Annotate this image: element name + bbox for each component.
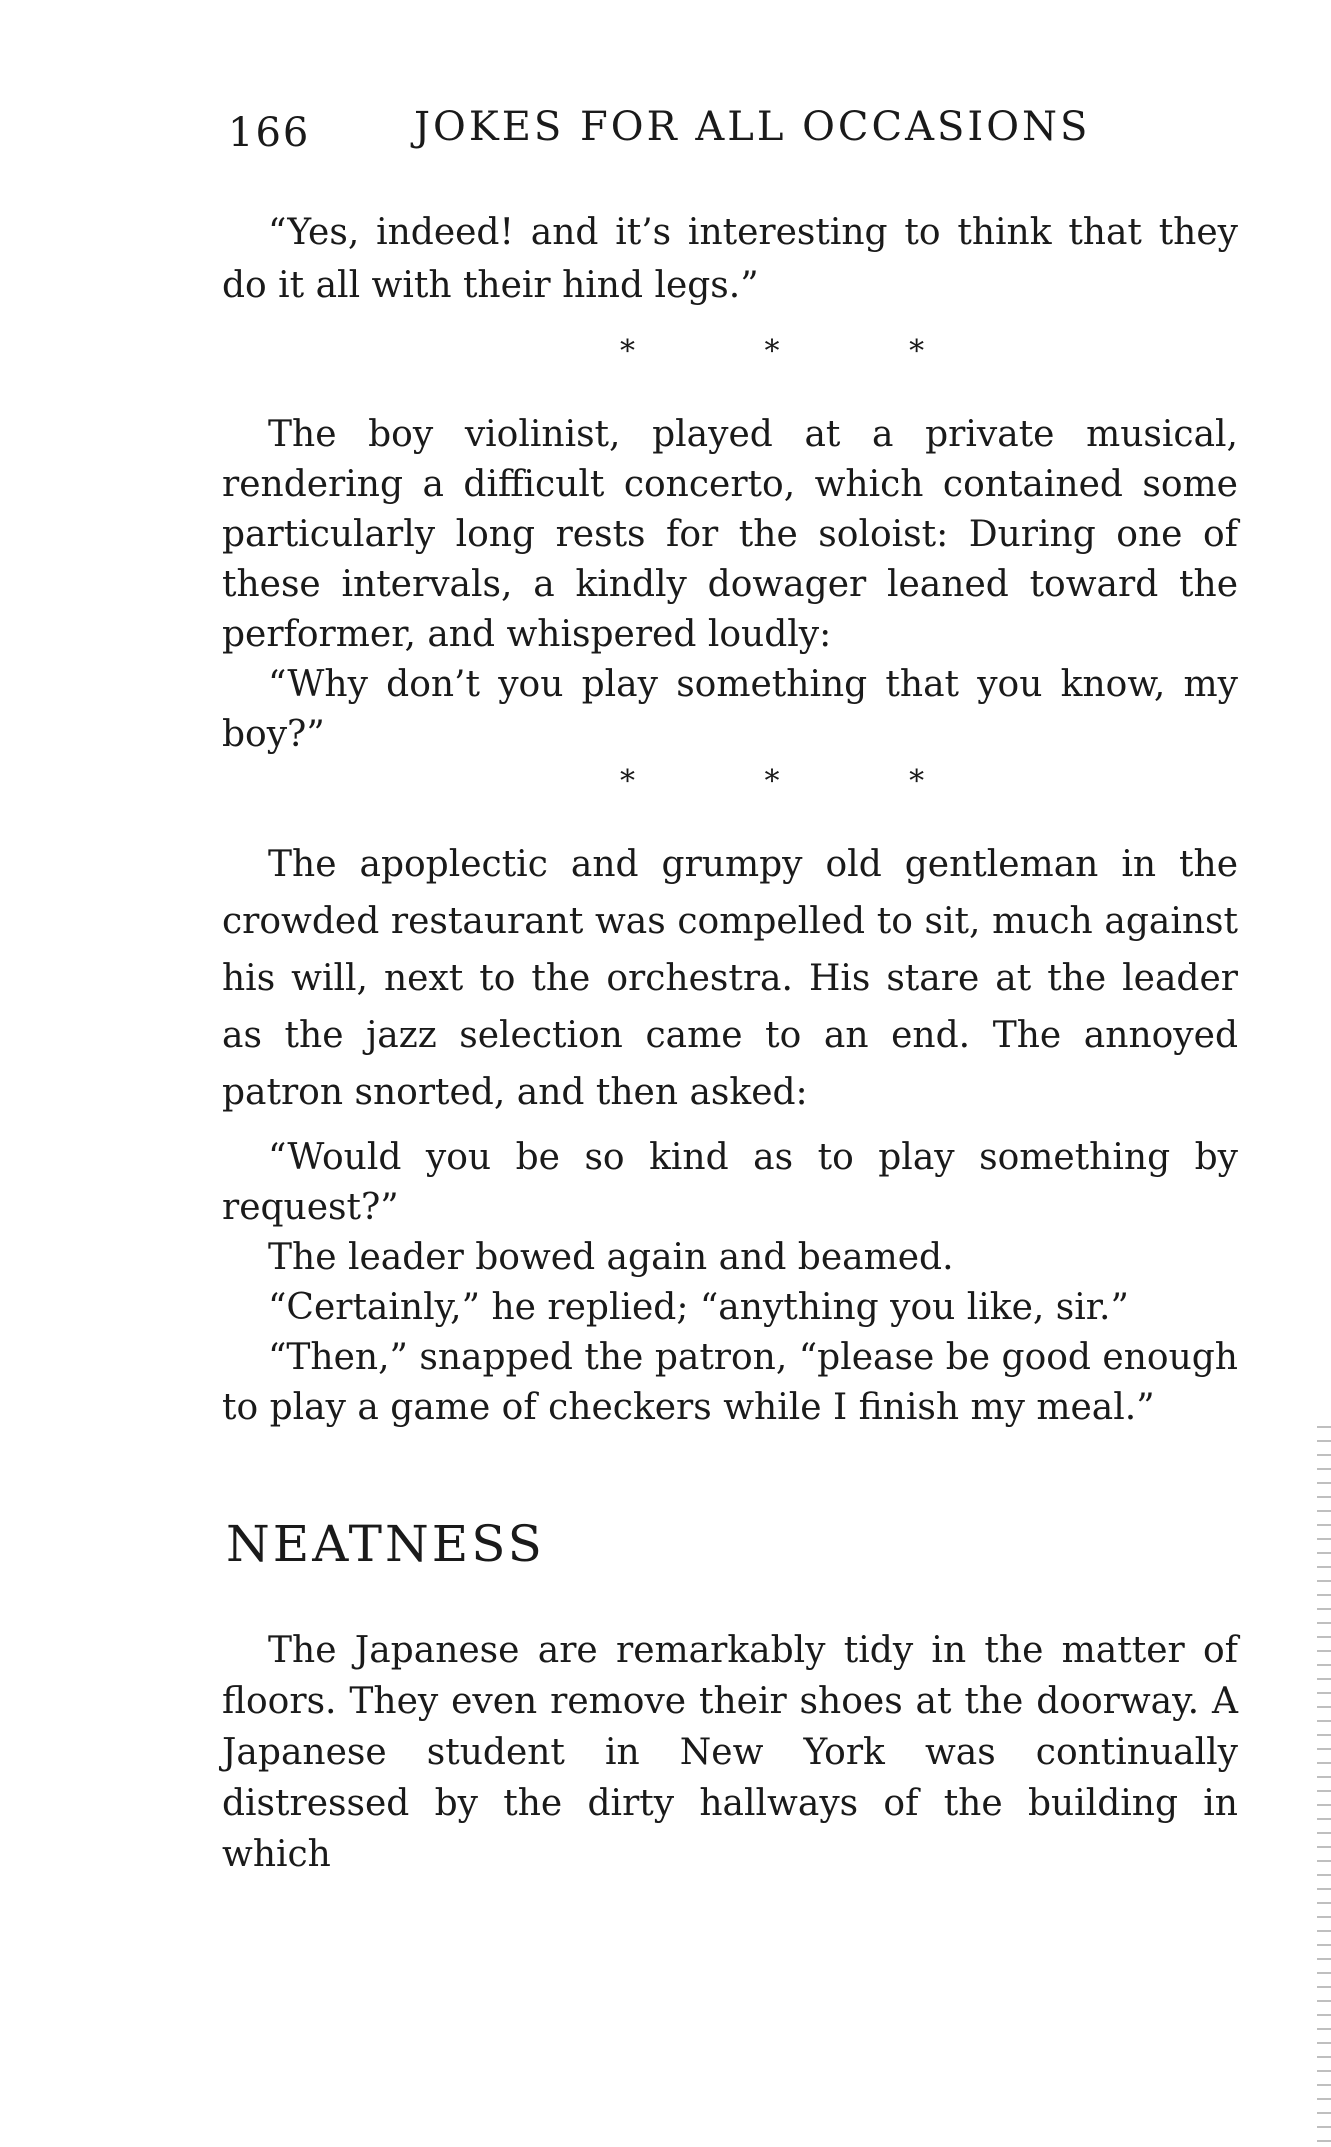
paragraph: The boy violinist, played at a private musical, rendering a difficult concerto, which contained some particularly long rests for the soloist: During one of these intervals, a kindly dowager leaned toward the performer, and whispered loudly: bbox=[222, 414, 1238, 655]
section-separator: * * * bbox=[620, 764, 985, 799]
paragraph: “Why don’t you play something that you know, my boy?” bbox=[222, 664, 1238, 755]
paragraph: The Japanese are remarkably tidy in the matter of floors. They even remove their shoes at the doorway. A Japanese student in New York was continually distressed by the dirty hallways of the building in which bbox=[222, 1630, 1238, 1875]
paragraph: “Would you be so kind as to play something by request?” bbox=[222, 1137, 1238, 1228]
paragraph: “Yes, indeed! and it’s interesting to think that they do it all with their hind legs.” bbox=[222, 212, 1238, 306]
paragraph: The apoplectic and grumpy old gentleman in the crowded restaurant was compelled to sit, much against his will, next to the orchestra. His stare at the leader as the jazz selection came to an end. The annoyed patron snorted, and then asked: bbox=[222, 844, 1238, 1113]
joke-boy-violinist bbox=[222, 410, 1238, 760]
joke-ending-paragraph bbox=[222, 206, 1238, 312]
paragraph: The leader bowed again and beamed. bbox=[268, 1237, 954, 1278]
page-number: 166 bbox=[228, 110, 311, 156]
neatness-section-body bbox=[222, 1625, 1238, 1880]
page-edge-marks bbox=[1317, 1420, 1331, 2147]
page-header bbox=[228, 104, 1248, 164]
paragraph: “Certainly,” he replied; “anything you like, sir.” bbox=[268, 1287, 1129, 1328]
paragraph: “Then,” snapped the patron, “please be good enough to play a game of checkers while I finish my meal.” bbox=[222, 1337, 1238, 1428]
section-heading: NEATNESS bbox=[226, 1515, 545, 1573]
joke-grumpy-gentleman-dialogue bbox=[222, 1133, 1238, 1433]
section-separator: * * * bbox=[620, 334, 985, 369]
joke-grumpy-gentleman bbox=[222, 836, 1238, 1121]
running-title: JOKES FOR ALL OCCASIONS bbox=[414, 104, 1091, 150]
